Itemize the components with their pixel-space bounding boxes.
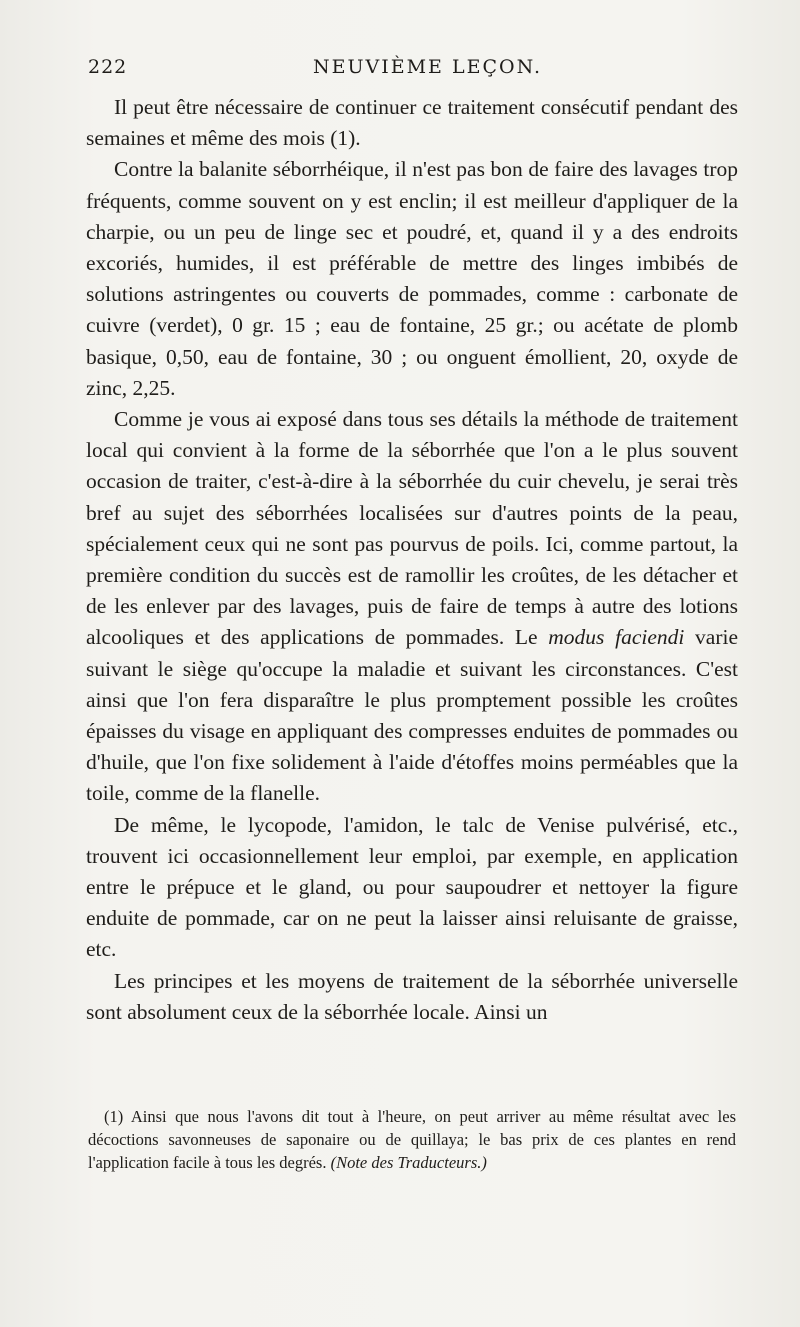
paragraph-3-rest: varie suivant le siège qu'occupe la maladie et suivant les circonstances. C'est ainsi que l'on fera disparaître le plus promptement possible les croûtes épaisses du visage en appliquant des compresses enduites de pommades ou d'huile, que l'on fixe solidement à l'aide d'étoffes moins perméables que la toile, comme de la flanelle. [86, 625, 739, 806]
body-text [86, 92, 738, 1028]
paragraph-5: Les principes et les moyens de traitement de la séborrhée universelle sont absolument ceux de la séborrhée locale. Ainsi un [86, 968, 738, 1024]
running-head: NEUVIÈME LEÇON. [313, 56, 543, 78]
footnote-attribution: (Note des Traducteurs.) [330, 1153, 487, 1172]
paragraph-4: De même, le lycopode, l'amidon, le talc de Venise pulvérisé, etc., trouvent ici occasionnellement leur emploi, par exemple, en application entre le prépuce et le gland, ou pour saupoudrer et nettoyer la figure enduite de pommade, car on ne peut la laisser ainsi reluisante de graisse, etc. [86, 812, 738, 962]
footnote-text: (1) Ainsi que nous l'avons dit tout à l'heure, on peut arriver au même résultat avec les décoctions savonneuses de saponaire ou de quillaya; le bas prix de ces plantes en rend l'application facile à tous les degrés. [88, 1107, 736, 1172]
paragraph-3-lead: Le [514, 625, 549, 650]
paragraph-2: Contre la balanite séborrhéique, il n'est pas bon de faire des lavages trop fréquents, comme souvent on y est enclin; il est meilleur d'appliquer de la charpie, ou un peu de linge sec et poudré, et, quand il y a des endroits excoriés, humides, il est préférable de mettre des linges imbibés de solutions astringentes ou couverts de pommades, comme : carbonate de cuivre (verdet), 0 gr. 15 ; eau de fontaine, 25 gr.; ou acétate de plomb basique, 0,50, eau de fontaine, 30 ; ou onguent émollient, 20, oxyde de zinc, 2,25. [86, 157, 738, 400]
paragraph-3-text: Comme je vous ai exposé dans tous ses détails la méthode de traitement local qui convient à la forme de la séborrhée que l'on a le plus souvent occasion de traiter, c'est-à-dire à la séborrhée du cuir chevelu, je serai très bref au sujet des séborrhées localisées sur d'autres points de la peau, spécialement ceux qui ne sont pas pourvus de poils. Ici, comme partout, la première condition du succès est de ramollir les croûtes, de les détacher et de les enlever par des lavages, puis de faire de temps à autre des lotions alcooliques et des applications de pommades. [86, 407, 738, 650]
footnote-paragraph [88, 1105, 736, 1174]
italic-phrase: modus faciendi [548, 625, 685, 650]
page-header [88, 56, 736, 86]
footnote [88, 1105, 736, 1174]
paragraph-1: Il peut être nécessaire de continuer ce traitement consécutif pendant des semaines et même des mois (1). [86, 95, 738, 151]
page-number: 222 [88, 56, 128, 78]
paragraph-3 [86, 404, 738, 810]
